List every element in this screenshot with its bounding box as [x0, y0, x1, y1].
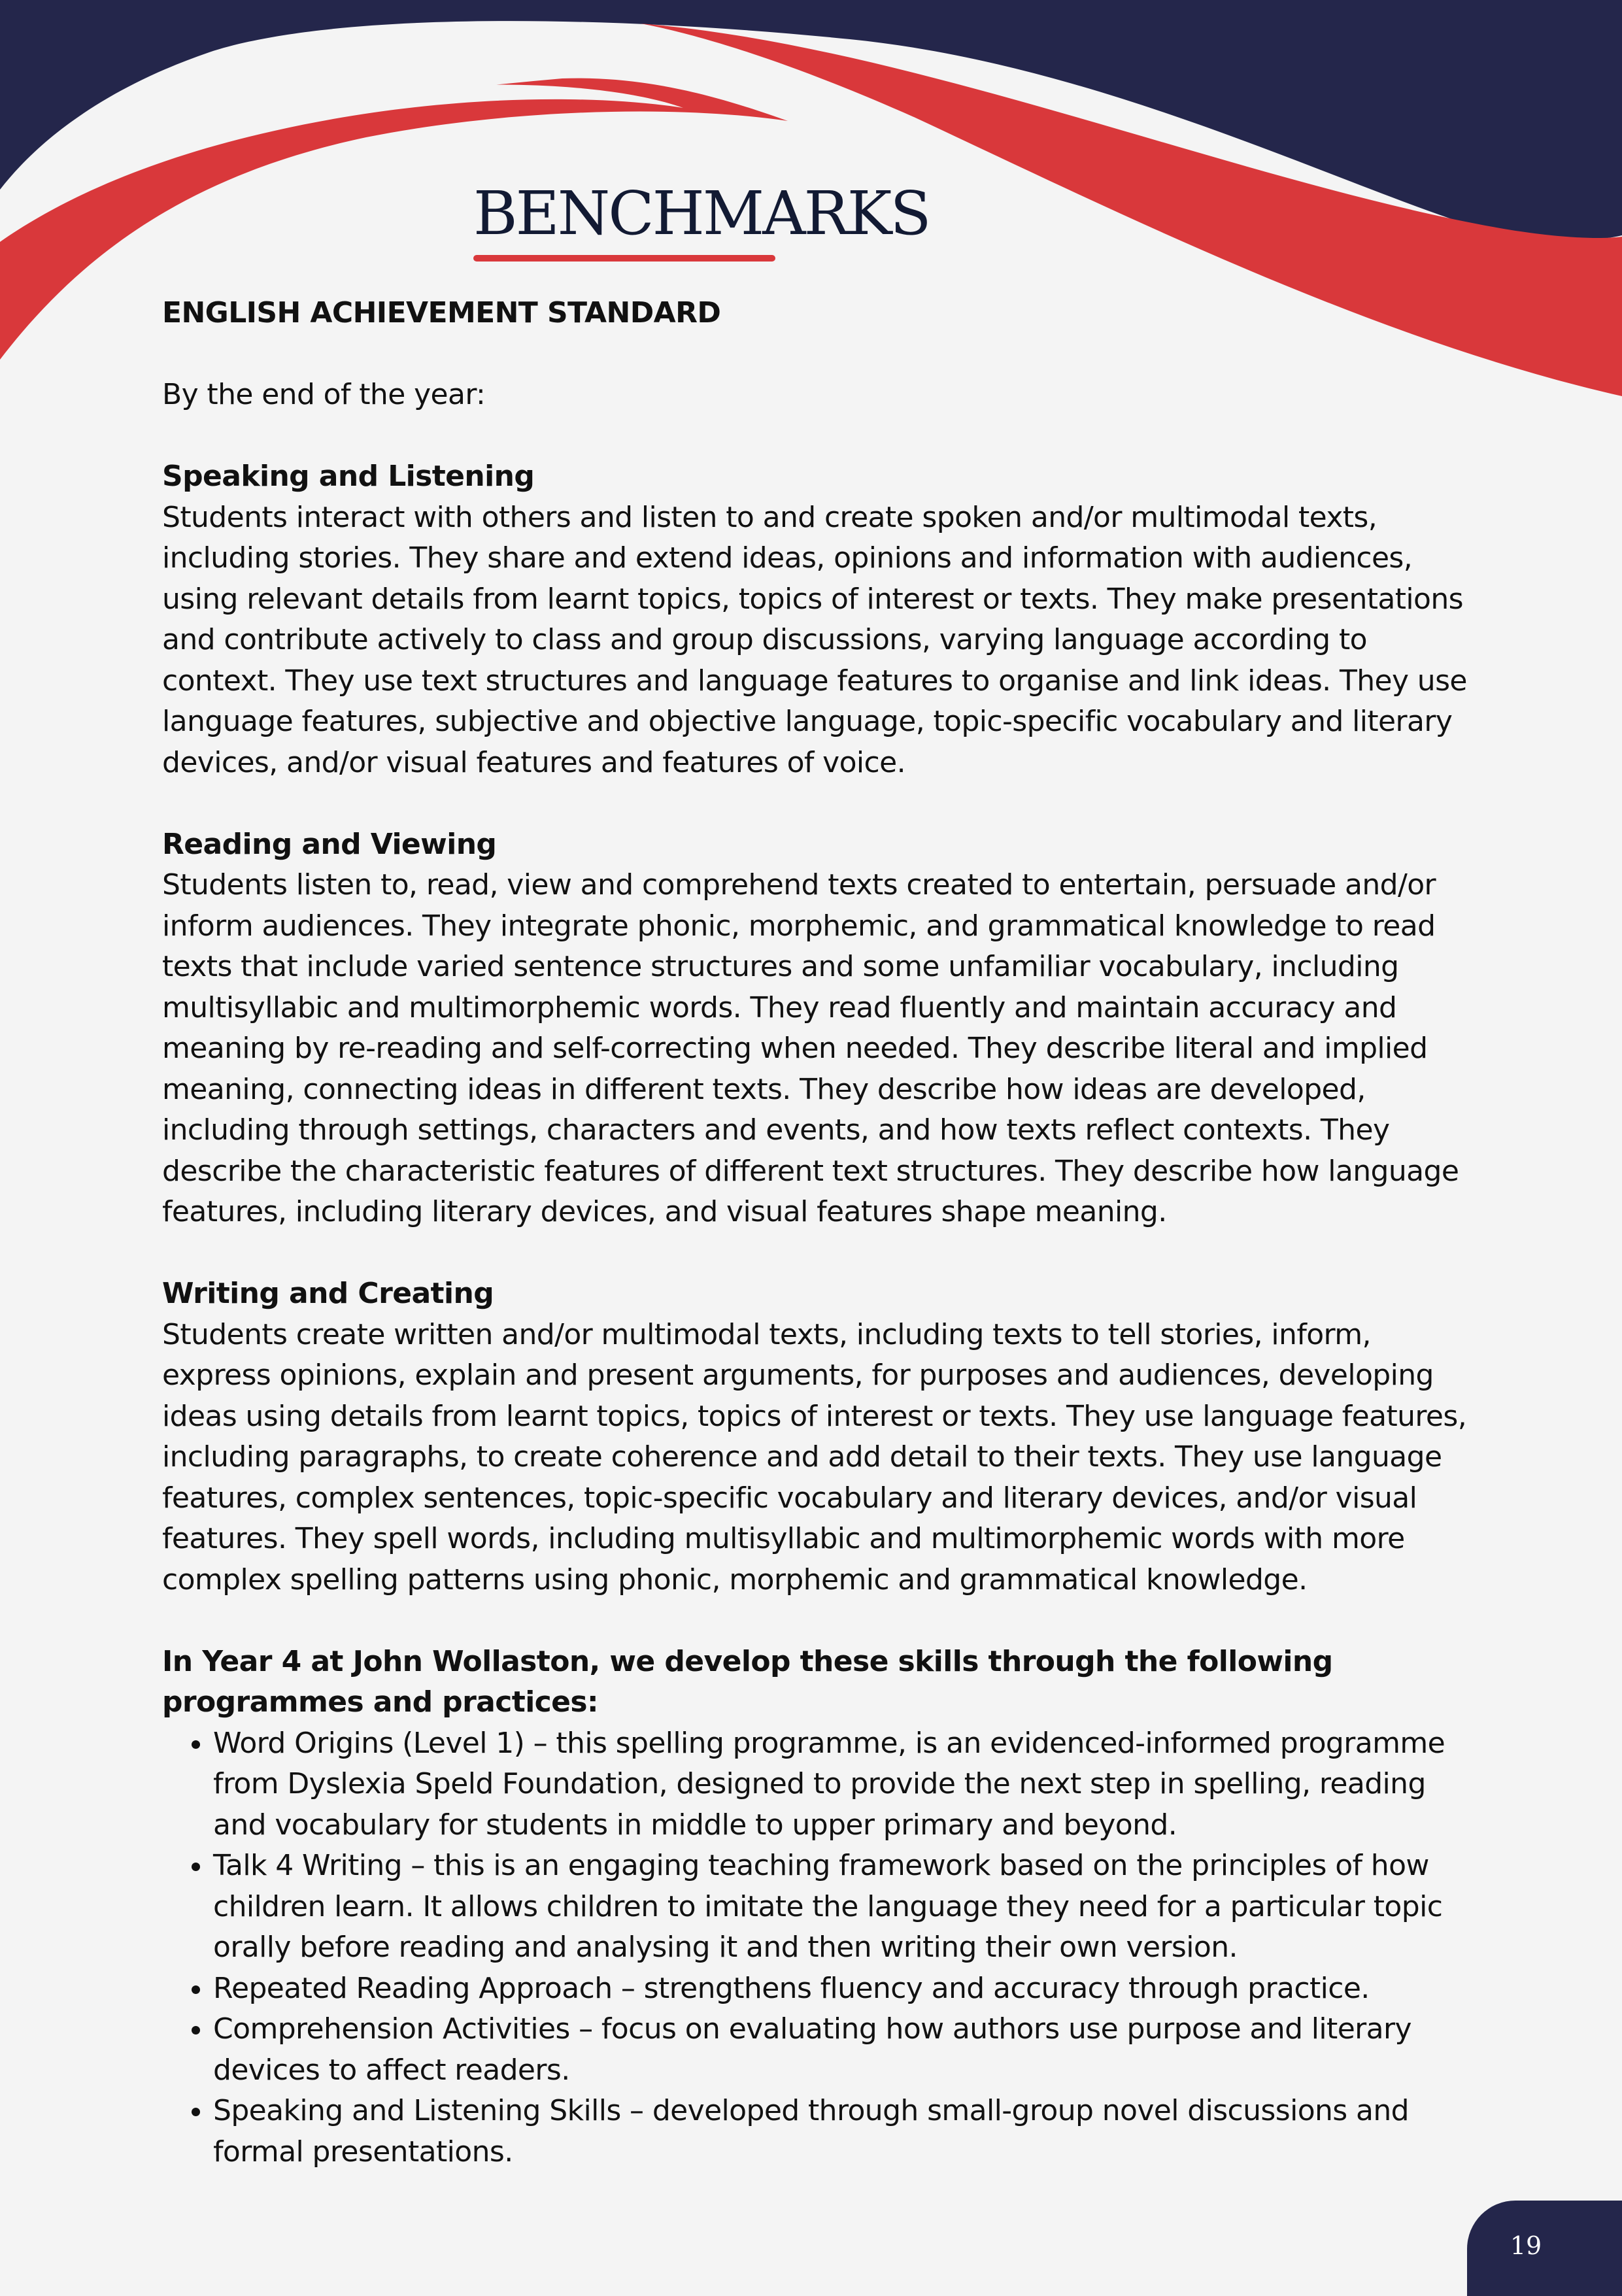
- programme-item-speaking-listening-skills: • Speaking and Listening Skills – developed through small-group novel discussions and formal presentations.: [213, 2091, 1476, 2172]
- spacer: [162, 1233, 1476, 1274]
- page-number: 19: [1510, 2231, 1542, 2260]
- title-underline: [473, 255, 775, 262]
- programmes-list: [162, 1723, 1476, 2173]
- section-heading-reading-viewing: Reading and Viewing: [162, 827, 497, 861]
- section-heading-writing-creating: Writing and Creating: [162, 1277, 494, 1310]
- intro-text: By the end of the year:: [162, 378, 486, 411]
- main-content: [162, 293, 1476, 2172]
- programme-item-comprehension: • Comprehension Activities – focus on evaluating how authors use purpose and literary devices to affect readers.: [213, 2009, 1476, 2091]
- page-number-tab: [1467, 2201, 1622, 2296]
- programme-item-repeated-reading: • Repeated Reading Approach – strengthens fluency and accuracy through practice.: [213, 1968, 1476, 2010]
- section-heading-speaking-listening: Speaking and Listening: [162, 460, 535, 493]
- programmes-heading: In Year 4 at John Wollaston, we develop these skills through the following programmes and practices:: [162, 1644, 1333, 1719]
- spacer: [162, 334, 1476, 375]
- spacer: [162, 1600, 1476, 1642]
- page-title: BENCHMARKS: [473, 178, 930, 248]
- spacer: [162, 783, 1476, 824]
- spacer: [162, 416, 1476, 457]
- achievement-standard-heading: ENGLISH ACHIEVEMENT STANDARD: [162, 296, 721, 329]
- programme-item-word-origins: • Word Origins (Level 1) – this spelling programme, is an evidenced-informed programme from Dyslexia Speld Foundation, designed to provide the next step in spelling, reading and vocabulary for students in middle to upper primary and beyond.: [213, 1723, 1476, 1846]
- section-body-speaking-listening: Students interact with others and listen to and create spoken and/or multimodal texts, including stories. They share and extend ideas, opinions and information with audiences, using relevant details from learnt topics, topics of interest or texts. They make presentations and contribute actively to class and group discussions, varying language according to context. They use text structures and language features to organise and link ideas. They use language features, subjective and objective language, topic-specific vocabulary and literary devices, and/or visual features and features of voice.: [162, 500, 1467, 779]
- programme-item-talk-4-writing: • Talk 4 Writing – this is an engaging teaching framework based on the principles of how children learn. It allows children to imitate the language they need for a particular topic orally before reading and analysing it and then writing their own version.: [213, 1846, 1476, 1968]
- section-body-reading-viewing: Students listen to, read, view and comprehend texts created to entertain, persuade and/or inform audiences. They integrate phonic, morphemic, and grammatical knowledge to read texts that include varied sentence structures and some unfamiliar vocabulary, including multisyllabic and multimorphemic words. They read fluently and maintain accuracy and meaning by re-reading and self-correcting when needed. They describe literal and implied meaning, connecting ideas in different texts. They describe how ideas are developed, including through settings, characters and events, and how texts reflect contexts. They describe the characteristic features of different text structures. They describe how language features, including literary devices, and visual features shape meaning.: [162, 868, 1459, 1228]
- section-body-writing-creating: Students create written and/or multimodal texts, including texts to tell stories, inform, express opinions, explain and present arguments, for purposes and audiences, developing ideas using details from learnt topics, topics of interest or texts. They use language features, including paragraphs, to create coherence and add detail to their texts. They use language features, complex sentences, topic-specific vocabulary and literary devices, and/or visual features. They spell words, including multisyllabic and multimorphemic words with more complex spelling patterns using phonic, morphemic and grammatical knowledge.: [162, 1317, 1467, 1596]
